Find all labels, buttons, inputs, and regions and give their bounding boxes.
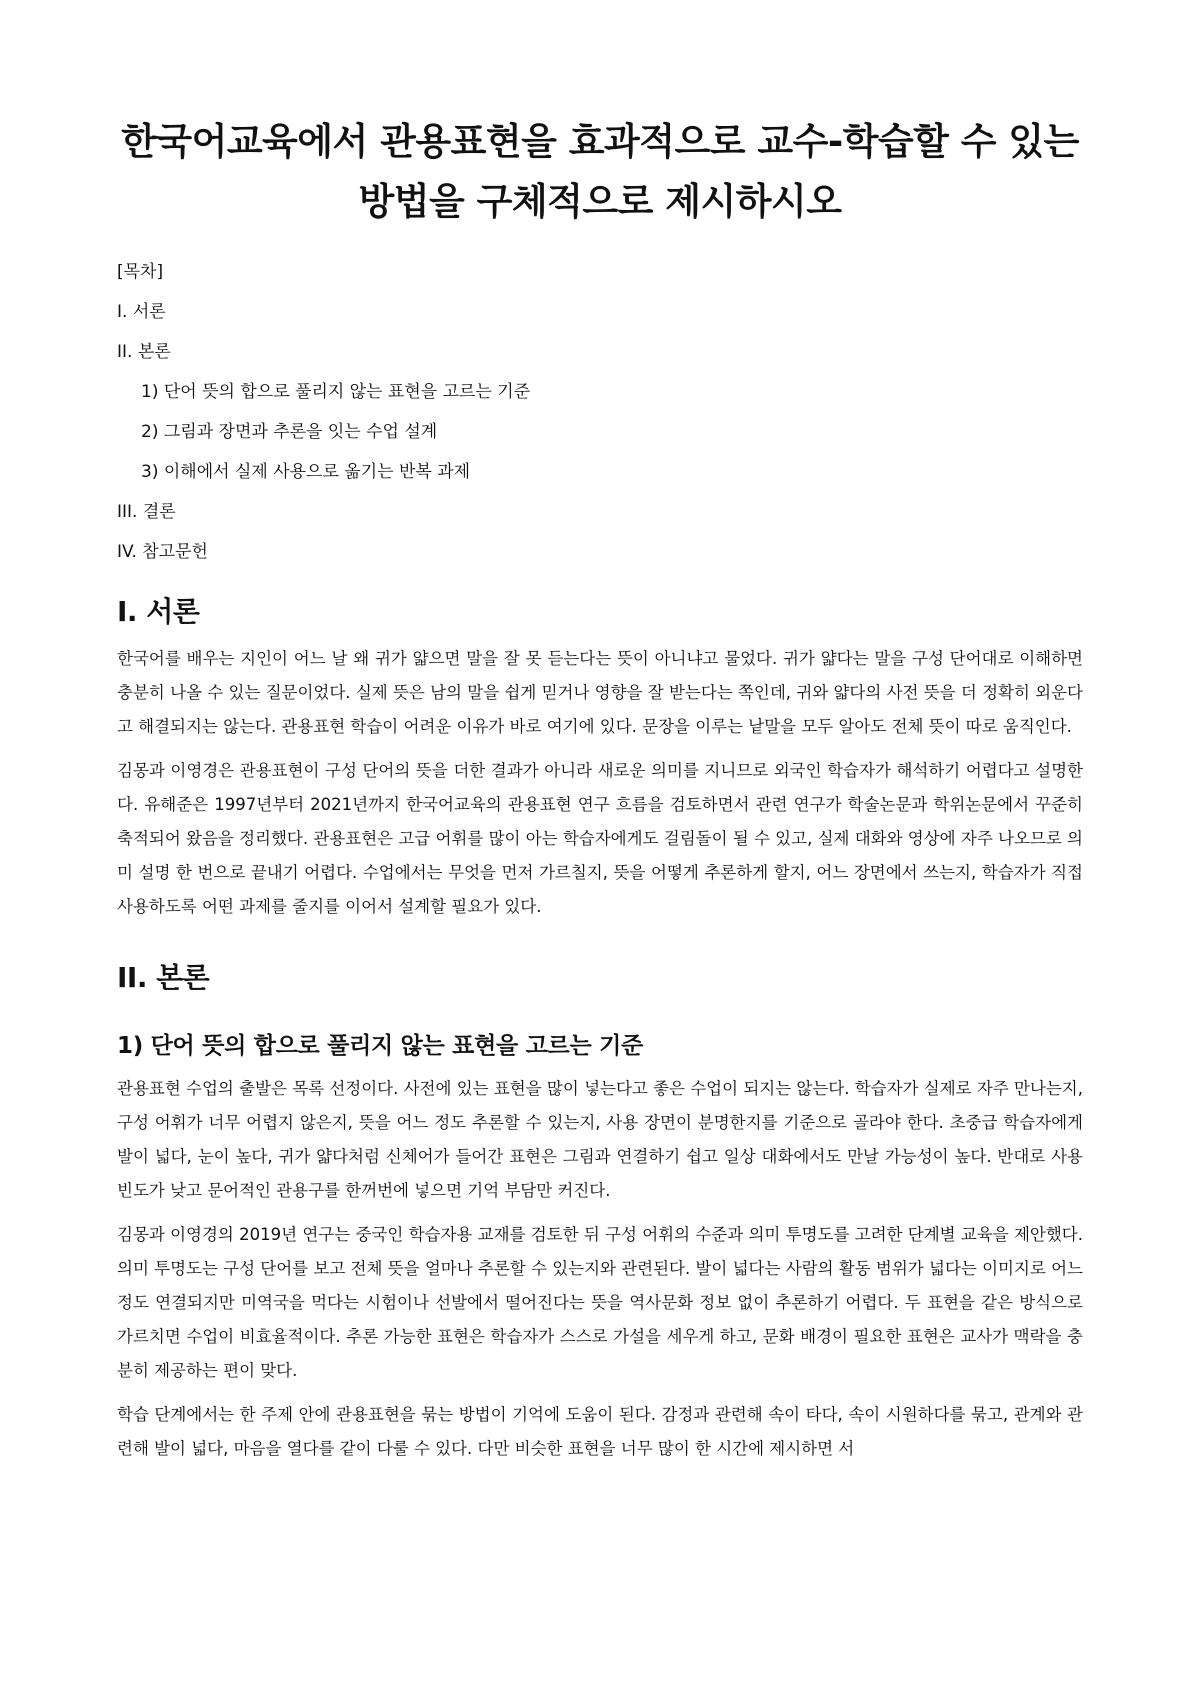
toc-item-references: IV. 참고문헌 <box>117 542 208 562</box>
toc-item-conclusion: III. 결론 <box>117 502 176 522</box>
paragraph: 관용표현 수업의 출발은 목록 선정이다. 사전에 있는 표현을 많이 넣는다고 좋은 수업이 되지는 않는다. 학습자가 실제로 자주 만나는지, 구성 어휘가 너무 어렵지 않은지, 뜻을 어느 정도 추론할 수 있는지, 사용 장면이 분명한지를 기준으로 골라야 한다. 초중급 학습자에게 발이 넓다, 눈이 높다, 귀가 얇다처럼 신체어가 들어간 표현은 그림과 연결하기 쉽고 일상 대화에서도 만날 가능성이 높다. 반대로 사용 빈도가 낮고 문어적인 관용구를 한꺼번에 넣으면 기억 부담만 커진다. <box>117 1079 1083 1200</box>
section-body <box>117 960 1083 1466</box>
toc-subitem-2: 2) 그림과 장면과 추론을 잇는 수업 설계 <box>141 422 438 442</box>
section-introduction <box>117 594 1083 924</box>
table-of-contents <box>117 252 1083 572</box>
document-title <box>117 112 1083 232</box>
document-page <box>117 112 1083 1476</box>
paragraph: 김몽과 이영경의 2019년 연구는 중국인 학습자용 교재를 검토한 뒤 구성 어휘의 수준과 의미 투명도를 고려한 단계별 교육을 제안했다. 의미 투명도는 구성 단어를 보고 전체 뜻을 얼마나 추론할 수 있는지와 관련된다. 발이 넓다는 사람의 활동 범위가 넓다는 이미지로 어느 정도 연결되지만 미역국을 먹다는 시험이나 선발에서 떨어진다는 뜻을 역사문화 정보 없이 추론하기 어렵다. 두 표현을 같은 방식으로 가르치면 수업이 비효율적이다. 추론 가능한 표현은 학습자가 스스로 가설을 세우게 하고, 문화 배경이 필요한 표현은 교사가 맥락을 충분히 제공하는 편이 맞다. <box>117 1225 1083 1380</box>
paragraph: 학습 단계에서는 한 주제 안에 관용표현을 묶는 방법이 기억에 도움이 된다. 감정과 관련해 속이 타다, 속이 시원하다를 묶고, 관계와 관련해 발이 넓다, 마음을 열다를 같이 다룰 수 있다. 다만 비슷한 표현을 너무 많이 한 시간에 제시하면 서 <box>117 1405 1083 1458</box>
section-heading-introduction: I. 서론 <box>117 595 200 628</box>
toc-item-introduction: I. 서론 <box>117 302 166 322</box>
document-title-line-2: 방법을 구체적으로 제시하시오 <box>358 180 842 223</box>
paragraph: 김몽과 이영경은 관용표현이 구성 단어의 뜻을 더한 결과가 아니라 새로운 의미를 지니므로 외국인 학습자가 해석하기 어렵다고 설명한다. 유해준은 1997년부터 2021년까지 한국어교육의 관용표현 연구 흐름을 검토하면서 관련 연구가 학술논문과 학위논문에서 꾸준히 축적되어 왔음을 정리했다. 관용표현은 고급 어휘를 많이 아는 학습자에게도 걸림돌이 될 수 있고, 실제 대화와 영상에 자주 나오므로 의미 설명 한 번으로 끝내기 어렵다. 수업에서는 무엇을 먼저 가르칠지, 뜻을 어떻게 추론하게 할지, 어느 장면에서 쓰는지, 학습자가 직접 사용하도록 어떤 과제를 줄지를 이어서 설계할 필요가 있다. <box>117 761 1083 916</box>
section-heading-body: II. 본론 <box>117 961 210 994</box>
document-title-line-1: 한국어교육에서 관용표현을 효과적으로 교수-학습할 수 있는 <box>121 120 1079 163</box>
toc-item-body: II. 본론 <box>117 342 171 362</box>
paragraph: 한국어를 배우는 지인이 어느 날 왜 귀가 얇으면 말을 잘 못 듣는다는 뜻이 아니냐고 물었다. 귀가 얇다는 말을 구성 단어대로 이해하면 충분히 나올 수 있는 질문이었다. 실제 뜻은 남의 말을 쉽게 믿거나 영향을 잘 받는다는 쪽인데, 귀와 얇다의 사전 뜻을 더 정확히 외운다고 해결되지는 않는다. 관용표현 학습이 어려운 이유가 바로 여기에 있다. 문장을 이루는 낱말을 모두 알아도 전체 뜻이 따로 움직인다. <box>117 649 1083 736</box>
toc-heading: [목차] <box>117 262 164 282</box>
toc-subitem-3: 3) 이해에서 실제 사용으로 옮기는 반복 과제 <box>141 462 471 482</box>
subsection-heading-1: 1) 단어 뜻의 합으로 풀리지 않는 표현을 고르는 기준 <box>117 1033 643 1059</box>
toc-subitem-1: 1) 단어 뜻의 합으로 풀리지 않는 표현을 고르는 기준 <box>141 382 531 402</box>
